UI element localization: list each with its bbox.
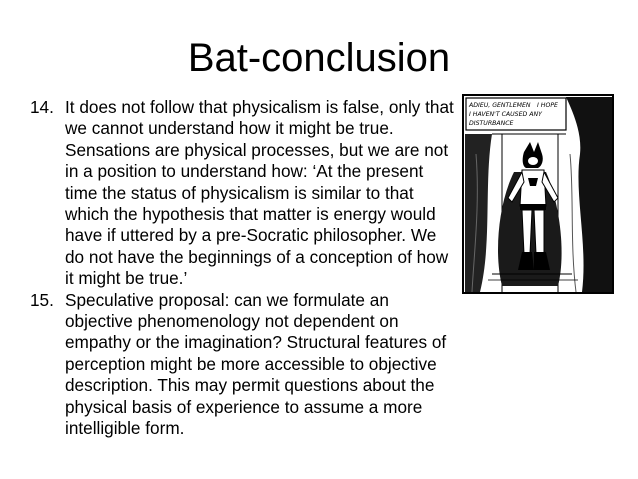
speech-line-1: ADIEU, GENTLEMEN — [469, 102, 531, 109]
item-number: 15. — [30, 289, 54, 310]
speech-line-2: I HOPE — [537, 102, 558, 109]
bullet-list — [30, 97, 460, 440]
list-item — [30, 290, 460, 440]
item-text: Speculative proposal: can we formulate an objective phenomenology not dependent on empathy or the imagination? Structural features of perception might be more accessible to objective description. This may permit questions about the physical basis of experience to assume a more intelligible form. — [65, 289, 447, 439]
speech-line-3: I HAVEN'T CAUSED ANY — [469, 111, 542, 118]
speech-line-4: DISTURBANCE — [469, 120, 514, 127]
item-number: 14. — [30, 97, 54, 117]
batman-comic-panel — [462, 94, 614, 294]
list-item — [30, 97, 460, 290]
slide-title: Bat-conclusion — [187, 36, 451, 80]
item-text: It does not follow that physicalism is false, only that we cannot understand how it might be true. Sensations are physical processes, but we are not in a position to understand how: ‘At the present time the status of physicalism is similar to that which the hypothesis that matter is energy would have if uttered by a pre-Socratic philosopher. We do not have the beginnings of a conception of how it might be true.’ — [65, 97, 454, 289]
